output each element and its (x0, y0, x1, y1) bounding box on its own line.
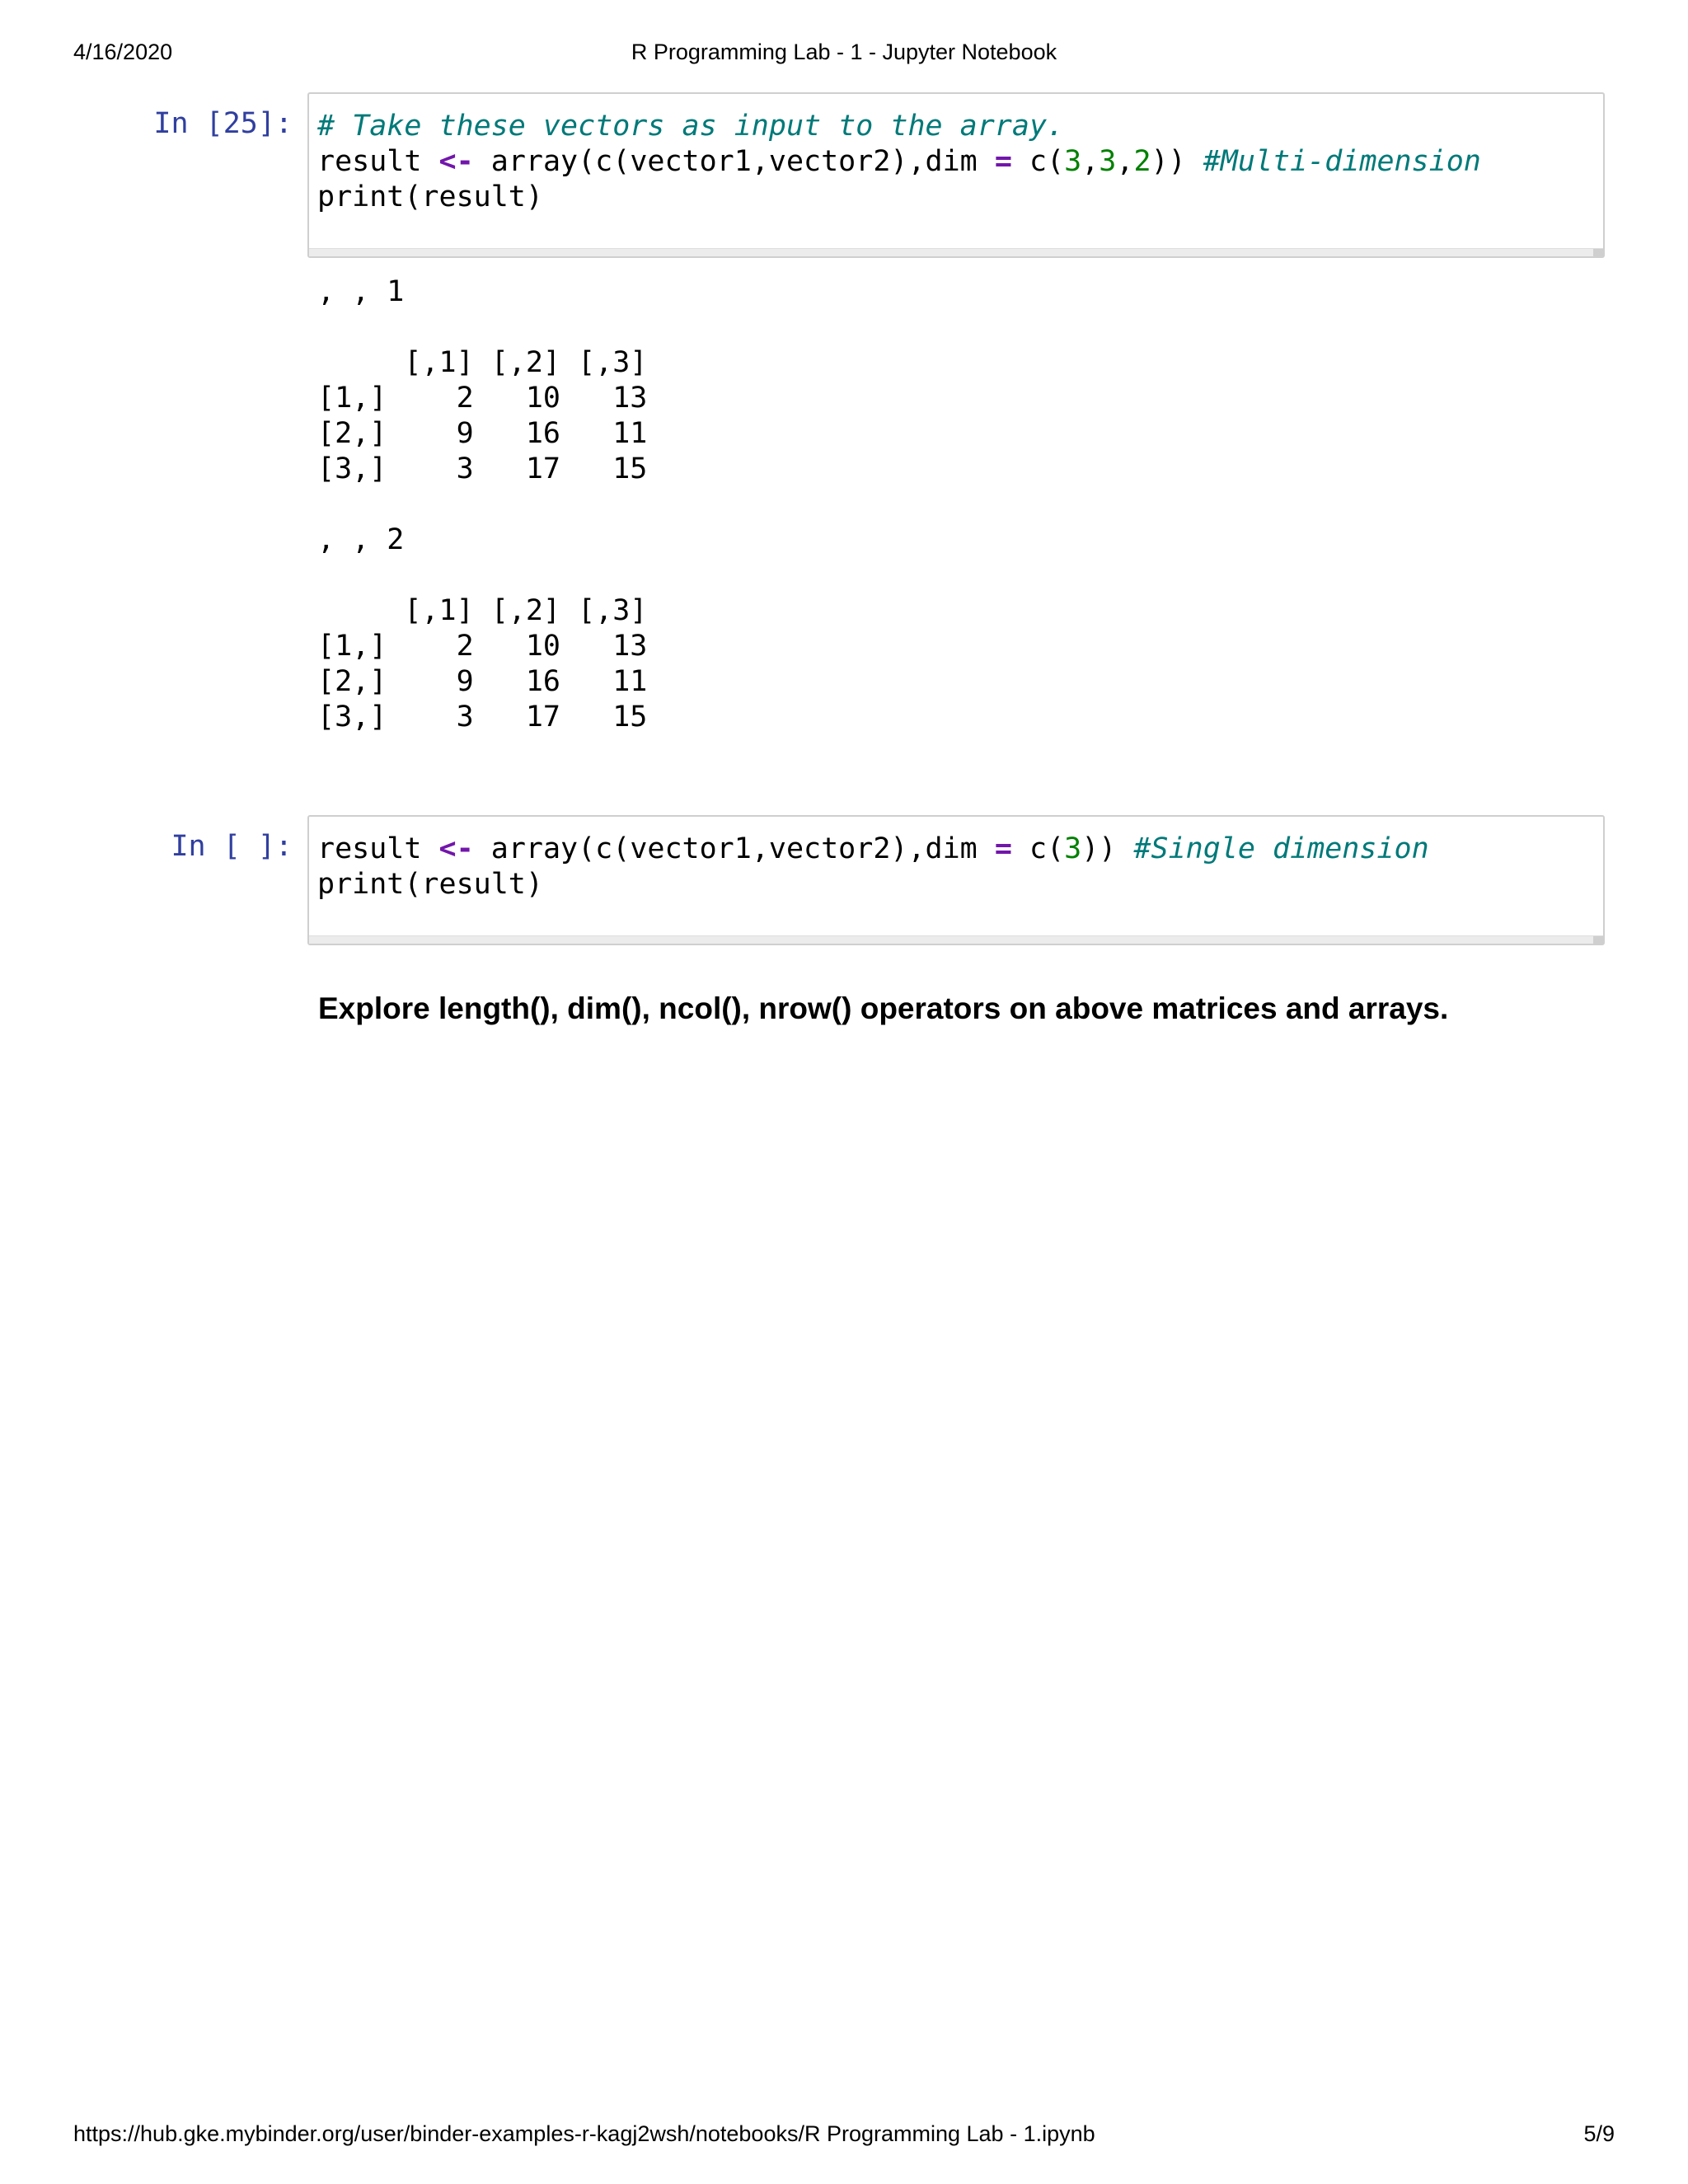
cell-1-scrollbar-corner (1593, 249, 1603, 256)
cell-2-code[interactable] (309, 817, 1603, 902)
cell-1-line-1 (317, 110, 1064, 143)
print-footer (0, 2121, 1688, 2151)
output-line: [1,] 2 10 13 (317, 630, 648, 663)
output-line: [2,] 9 16 11 (317, 417, 648, 450)
print-page-number: 5/9 (1583, 2121, 1615, 2146)
output-line (317, 487, 647, 523)
cell-2-scrollbar-corner (1593, 936, 1603, 944)
cell-2-prompt: In [ ]: (171, 830, 293, 863)
cell-1-prompt: In [25]: (153, 107, 293, 140)
markdown-heading: Explore length(), dim(), ncol(), nrow() operators on above matrices and arrays. (318, 991, 1449, 1025)
print-header (0, 40, 1688, 69)
output-line: [2,] 9 16 11 (317, 665, 648, 698)
output-line: , , 1 (317, 275, 405, 308)
cell-2-line-1: result <- array(c(vector1,vector2),dim = c(3)) #Single dimension (317, 832, 1429, 865)
output-line (317, 310, 647, 345)
cell-1-horizontal-scrollbar[interactable] (309, 248, 1603, 256)
cell-1-output (317, 274, 647, 735)
print-date: 4/16/2020 (73, 40, 173, 64)
cell-2-input[interactable] (307, 815, 1605, 945)
output-line: [3,] 3 17 15 (317, 701, 648, 733)
print-url: https://hub.gke.mybinder.org/user/binder-examples-r-kagj2wsh/notebooks/R Programming Lab - 1.ipynb (73, 2121, 1095, 2146)
cell-1-input[interactable] (307, 92, 1605, 258)
output-line (317, 558, 647, 593)
output-line: [3,] 3 17 15 (317, 452, 648, 485)
cell-1-line-3: print(result) (317, 180, 543, 213)
cell-1-line-2: result <- array(c(vector1,vector2),dim = c(3,3,2)) #Multi-dimension (317, 145, 1481, 178)
output-line: [,1] [,2] [,3] (317, 594, 648, 627)
output-line: [,1] [,2] [,3] (317, 346, 648, 379)
cell-1-line-1-comment: # Take these vectors as input to the array. (317, 110, 1065, 143)
output-line: [1,] 2 10 13 (317, 382, 648, 415)
cell-2-horizontal-scrollbar[interactable] (309, 935, 1603, 944)
print-title: R Programming Lab - 1 - Jupyter Notebook (631, 40, 1057, 64)
cell-2-line-2: print(result) (317, 868, 543, 901)
output-line: , , 2 (317, 523, 405, 556)
cell-1-code[interactable] (309, 94, 1603, 215)
